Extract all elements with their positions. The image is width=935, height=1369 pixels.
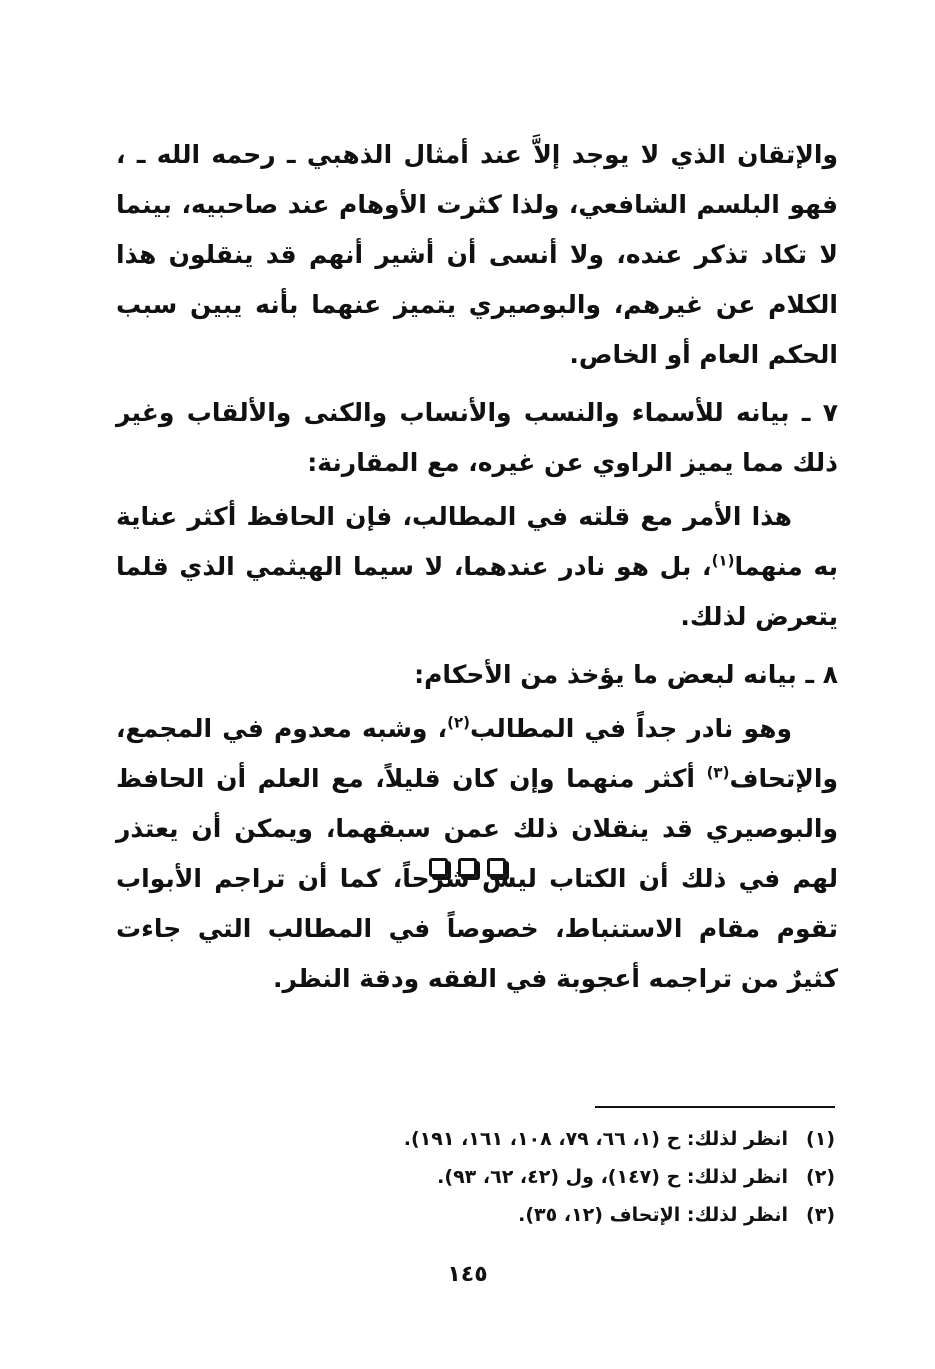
paragraph-5 (116, 704, 838, 1004)
footnote-text: انظر لذلك: الإتحاف (١٢، ٣٥). (518, 1204, 789, 1226)
paragraph-5-text-after: أكثر منهما وإن كان قليلاً، مع العلم أن الحافظ والبوصيري قد ينقلان ذلك عمن سبقهما، ويمكن أن يعتذر لهم في ذلك أن الكتاب ليس شرحاً، كما أن تراجم الأبواب تقوم مقام الاستنباط، خصوصاً في المطالب التي جاءت كثيرٌ من تراجمه أعجوبة في الفقه ودقة النظر. (116, 764, 838, 993)
paragraph-3-text-before: هذا الأمر مع قلته في المطالب، فإن الحافظ أكثر عناية به منهما (116, 502, 839, 581)
paragraph-3-text-after: ، بل هو نادر عندهما، لا سيما الهيثمي الذي قلما يتعرض لذلك. (116, 552, 838, 631)
paragraph-5-text-before: وهو نادر جداً في المطالب (469, 714, 792, 743)
footnote-ref-1: (١) (711, 551, 735, 570)
footnotes (235, 1120, 835, 1234)
footnote-number: (٢) (806, 1166, 835, 1188)
paragraph-5-text-middle: ، وشبه معدوم في المجمع، والإتحاف (116, 714, 838, 793)
footnote-text: انظر لذلك: ح (١٤٧)، ول (٤٢، ٦٢، ٩٣). (437, 1166, 789, 1188)
footnote-ref-2: (٢) (447, 713, 470, 732)
square-box-icon (429, 858, 448, 877)
paragraph-1-text: والإتقان الذي لا يوجد إلاَّ عند أمثال الذهبي ـ رحمه الله ـ ، فهو البلسم الشافعي، ولذا كثرت الأوهام عند صاحبيه، بينما لا تكاد تذكر عنده، ولا أنسى أن أشير أنهم قد ينقلون هذا الكلام عن غيرهم، والبوصيري يتميز عنهما بأنه يبين سبب الحكم العام أو الخاص. (116, 140, 838, 369)
paragraph-3 (116, 492, 838, 642)
square-box-icon (458, 858, 477, 877)
main-text (116, 130, 838, 1012)
item-8-heading-text: ٨ ـ بيانه لبعض ما يؤخذ من الأحكام: (414, 660, 838, 689)
paragraph-1 (116, 130, 838, 380)
item-8-heading (116, 650, 838, 700)
footnote-number: (٣) (806, 1204, 835, 1226)
square-box-icon (487, 858, 506, 877)
footnote-number: (١) (806, 1128, 835, 1150)
footnote-1 (235, 1120, 835, 1158)
footnote-2 (235, 1158, 835, 1196)
footnote-3 (235, 1196, 835, 1234)
page-number: ١٤٥ (447, 1262, 488, 1287)
footnote-divider (595, 1106, 835, 1108)
footnote-text: انظر لذلك: ح (١، ٦٦، ٧٩، ١٠٨، ١٦١، ١٩١). (403, 1128, 789, 1150)
item-7-heading (116, 388, 838, 488)
section-separator-icon (0, 858, 935, 877)
footnote-ref-3: (٣) (706, 763, 730, 782)
item-7-heading-text: ٧ ـ بيانه للأسماء والنسب والأنساب والكنى والألقاب وغير ذلك مما يميز الراوي عن غيره، مع المقارنة: (116, 398, 838, 477)
